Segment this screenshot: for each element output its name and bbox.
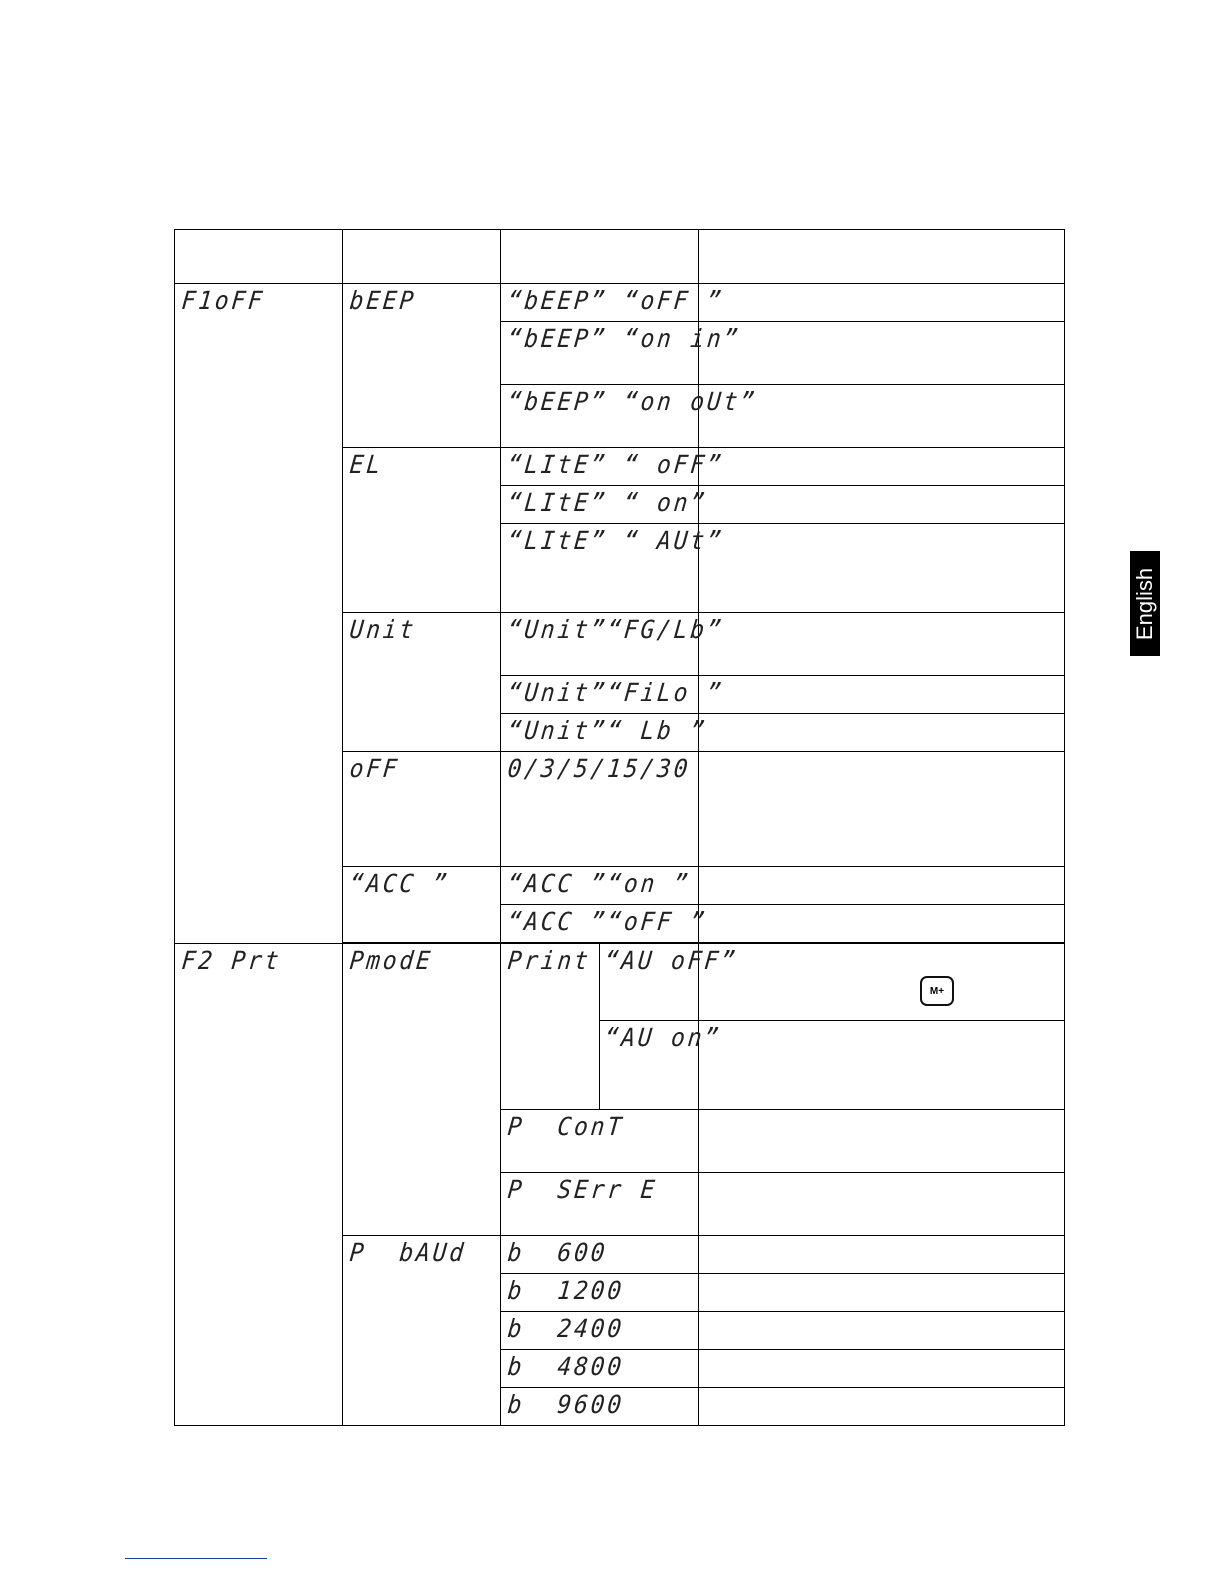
description-cell bbox=[699, 1236, 1065, 1274]
setting-unit-lb: “Unit”“ Lb ” bbox=[506, 716, 709, 745]
description-cell bbox=[699, 486, 1065, 524]
function-f2-cell bbox=[175, 944, 343, 1426]
description-cell bbox=[699, 1021, 1065, 1110]
description-cell bbox=[699, 448, 1065, 486]
function-f1-label: F1oFF bbox=[180, 286, 267, 315]
description-cell bbox=[699, 714, 1065, 752]
description-cell bbox=[699, 905, 1065, 943]
setting-cell bbox=[501, 1110, 699, 1173]
group-acc-cell bbox=[343, 867, 501, 943]
description-cell bbox=[699, 322, 1065, 385]
setting-cell bbox=[501, 385, 759, 448]
setting-beep-on-in: “bEEP” “on in” bbox=[506, 324, 742, 353]
footer-link-line bbox=[125, 1558, 267, 1559]
setting-cell bbox=[501, 714, 709, 752]
setting-unit-kilo: “Unit”“FiLo ” bbox=[506, 678, 726, 707]
setting-cell bbox=[501, 1388, 699, 1426]
group-acc-label: “ACC ” bbox=[348, 869, 451, 898]
function-f2-label: F2 Prt bbox=[180, 946, 283, 975]
description-cell bbox=[699, 284, 1065, 322]
setting-beep-on-out: “bEEP” “on oUt” bbox=[506, 387, 759, 416]
description-cell bbox=[699, 524, 1065, 613]
group-unit-cell bbox=[343, 613, 501, 752]
header-row bbox=[175, 230, 1065, 284]
description-cell bbox=[699, 613, 1065, 676]
group-beep-label: bEEP bbox=[348, 286, 418, 315]
setting-cell bbox=[501, 867, 699, 905]
setting-acc-off: “ACC ”“oFF ” bbox=[506, 907, 709, 936]
setting-cell bbox=[501, 752, 699, 867]
setting-p-cont: P ConT bbox=[506, 1112, 626, 1141]
setting-baud-600: b 600 bbox=[506, 1238, 609, 1267]
group-pbaud-label: P bAUd bbox=[348, 1238, 468, 1267]
header-cell-3 bbox=[501, 230, 699, 284]
setting-baud-2400: b 2400 bbox=[506, 1314, 626, 1343]
header-cell-2 bbox=[343, 230, 501, 284]
print-label: Print bbox=[506, 946, 593, 975]
setting-cell bbox=[501, 486, 709, 524]
setting-cell bbox=[501, 1274, 699, 1312]
setting-cell bbox=[600, 944, 740, 1021]
description-cell bbox=[699, 1312, 1065, 1350]
setting-baud-9600: b 9600 bbox=[506, 1390, 626, 1419]
setting-baud-1200: b 1200 bbox=[506, 1276, 626, 1305]
setting-p-serr-e: P SErr E bbox=[506, 1175, 659, 1204]
print-cell bbox=[501, 944, 600, 1110]
function-f1-cell bbox=[175, 284, 343, 944]
language-tab-label: English bbox=[1132, 567, 1157, 640]
description-cell bbox=[699, 676, 1065, 714]
setting-cell bbox=[600, 1021, 723, 1110]
header-cell-4 bbox=[699, 230, 1065, 284]
m-plus-key-icon: M+ bbox=[920, 976, 954, 1006]
setting-cell bbox=[501, 448, 726, 486]
group-el-label: EL bbox=[348, 450, 385, 479]
group-beep-cell bbox=[343, 284, 501, 448]
setting-unit-kg-lb: “Unit”“FG/Lb” bbox=[506, 615, 726, 644]
settings-table bbox=[174, 229, 1065, 1426]
group-el-cell bbox=[343, 448, 501, 613]
setting-beep-off: “bEEP” “oFF ” bbox=[506, 286, 726, 315]
description-cell bbox=[699, 1110, 1065, 1173]
setting-cell bbox=[501, 613, 726, 676]
setting-cell bbox=[501, 905, 709, 943]
group-pmode-label: PmodE bbox=[348, 946, 435, 975]
group-off-label: oFF bbox=[348, 754, 402, 783]
setting-cell bbox=[501, 1236, 699, 1274]
header-cell-1 bbox=[175, 230, 343, 284]
setting-lite-on: “LItE” “ on” bbox=[506, 488, 709, 517]
setting-cell bbox=[501, 524, 726, 613]
setting-lite-aut: “LItE” “ AUt” bbox=[506, 526, 726, 555]
group-pmode-cell bbox=[343, 944, 501, 1236]
group-off-cell bbox=[343, 752, 501, 867]
setting-baud-4800: b 4800 bbox=[506, 1352, 626, 1381]
language-tab bbox=[1130, 551, 1160, 656]
description-cell bbox=[699, 1274, 1065, 1312]
setting-au-off: “AU oFF” bbox=[603, 946, 740, 975]
setting-cell bbox=[501, 322, 742, 385]
description-cell bbox=[699, 867, 1065, 905]
table-row bbox=[175, 944, 1065, 1021]
setting-cell bbox=[501, 676, 726, 714]
setting-lite-off: “LItE” “ oFF” bbox=[506, 450, 726, 479]
table-row bbox=[175, 284, 1065, 322]
description-cell bbox=[699, 1350, 1065, 1388]
description-cell bbox=[699, 1173, 1065, 1236]
description-cell bbox=[699, 385, 1065, 448]
setting-cell bbox=[501, 1312, 699, 1350]
description-cell bbox=[699, 752, 1065, 867]
setting-off-times: 0/3/5/15/30 bbox=[506, 754, 692, 783]
group-unit-label: Unit bbox=[348, 615, 418, 644]
setting-cell bbox=[501, 284, 726, 322]
setting-au-on: “AU on” bbox=[603, 1023, 723, 1052]
group-pbaud-cell bbox=[343, 1236, 501, 1426]
description-cell bbox=[699, 944, 1065, 1021]
setting-cell bbox=[501, 1173, 699, 1236]
setting-cell bbox=[501, 1350, 699, 1388]
description-cell bbox=[699, 1388, 1065, 1426]
setting-acc-on: “ACC ”“on ” bbox=[506, 869, 692, 898]
